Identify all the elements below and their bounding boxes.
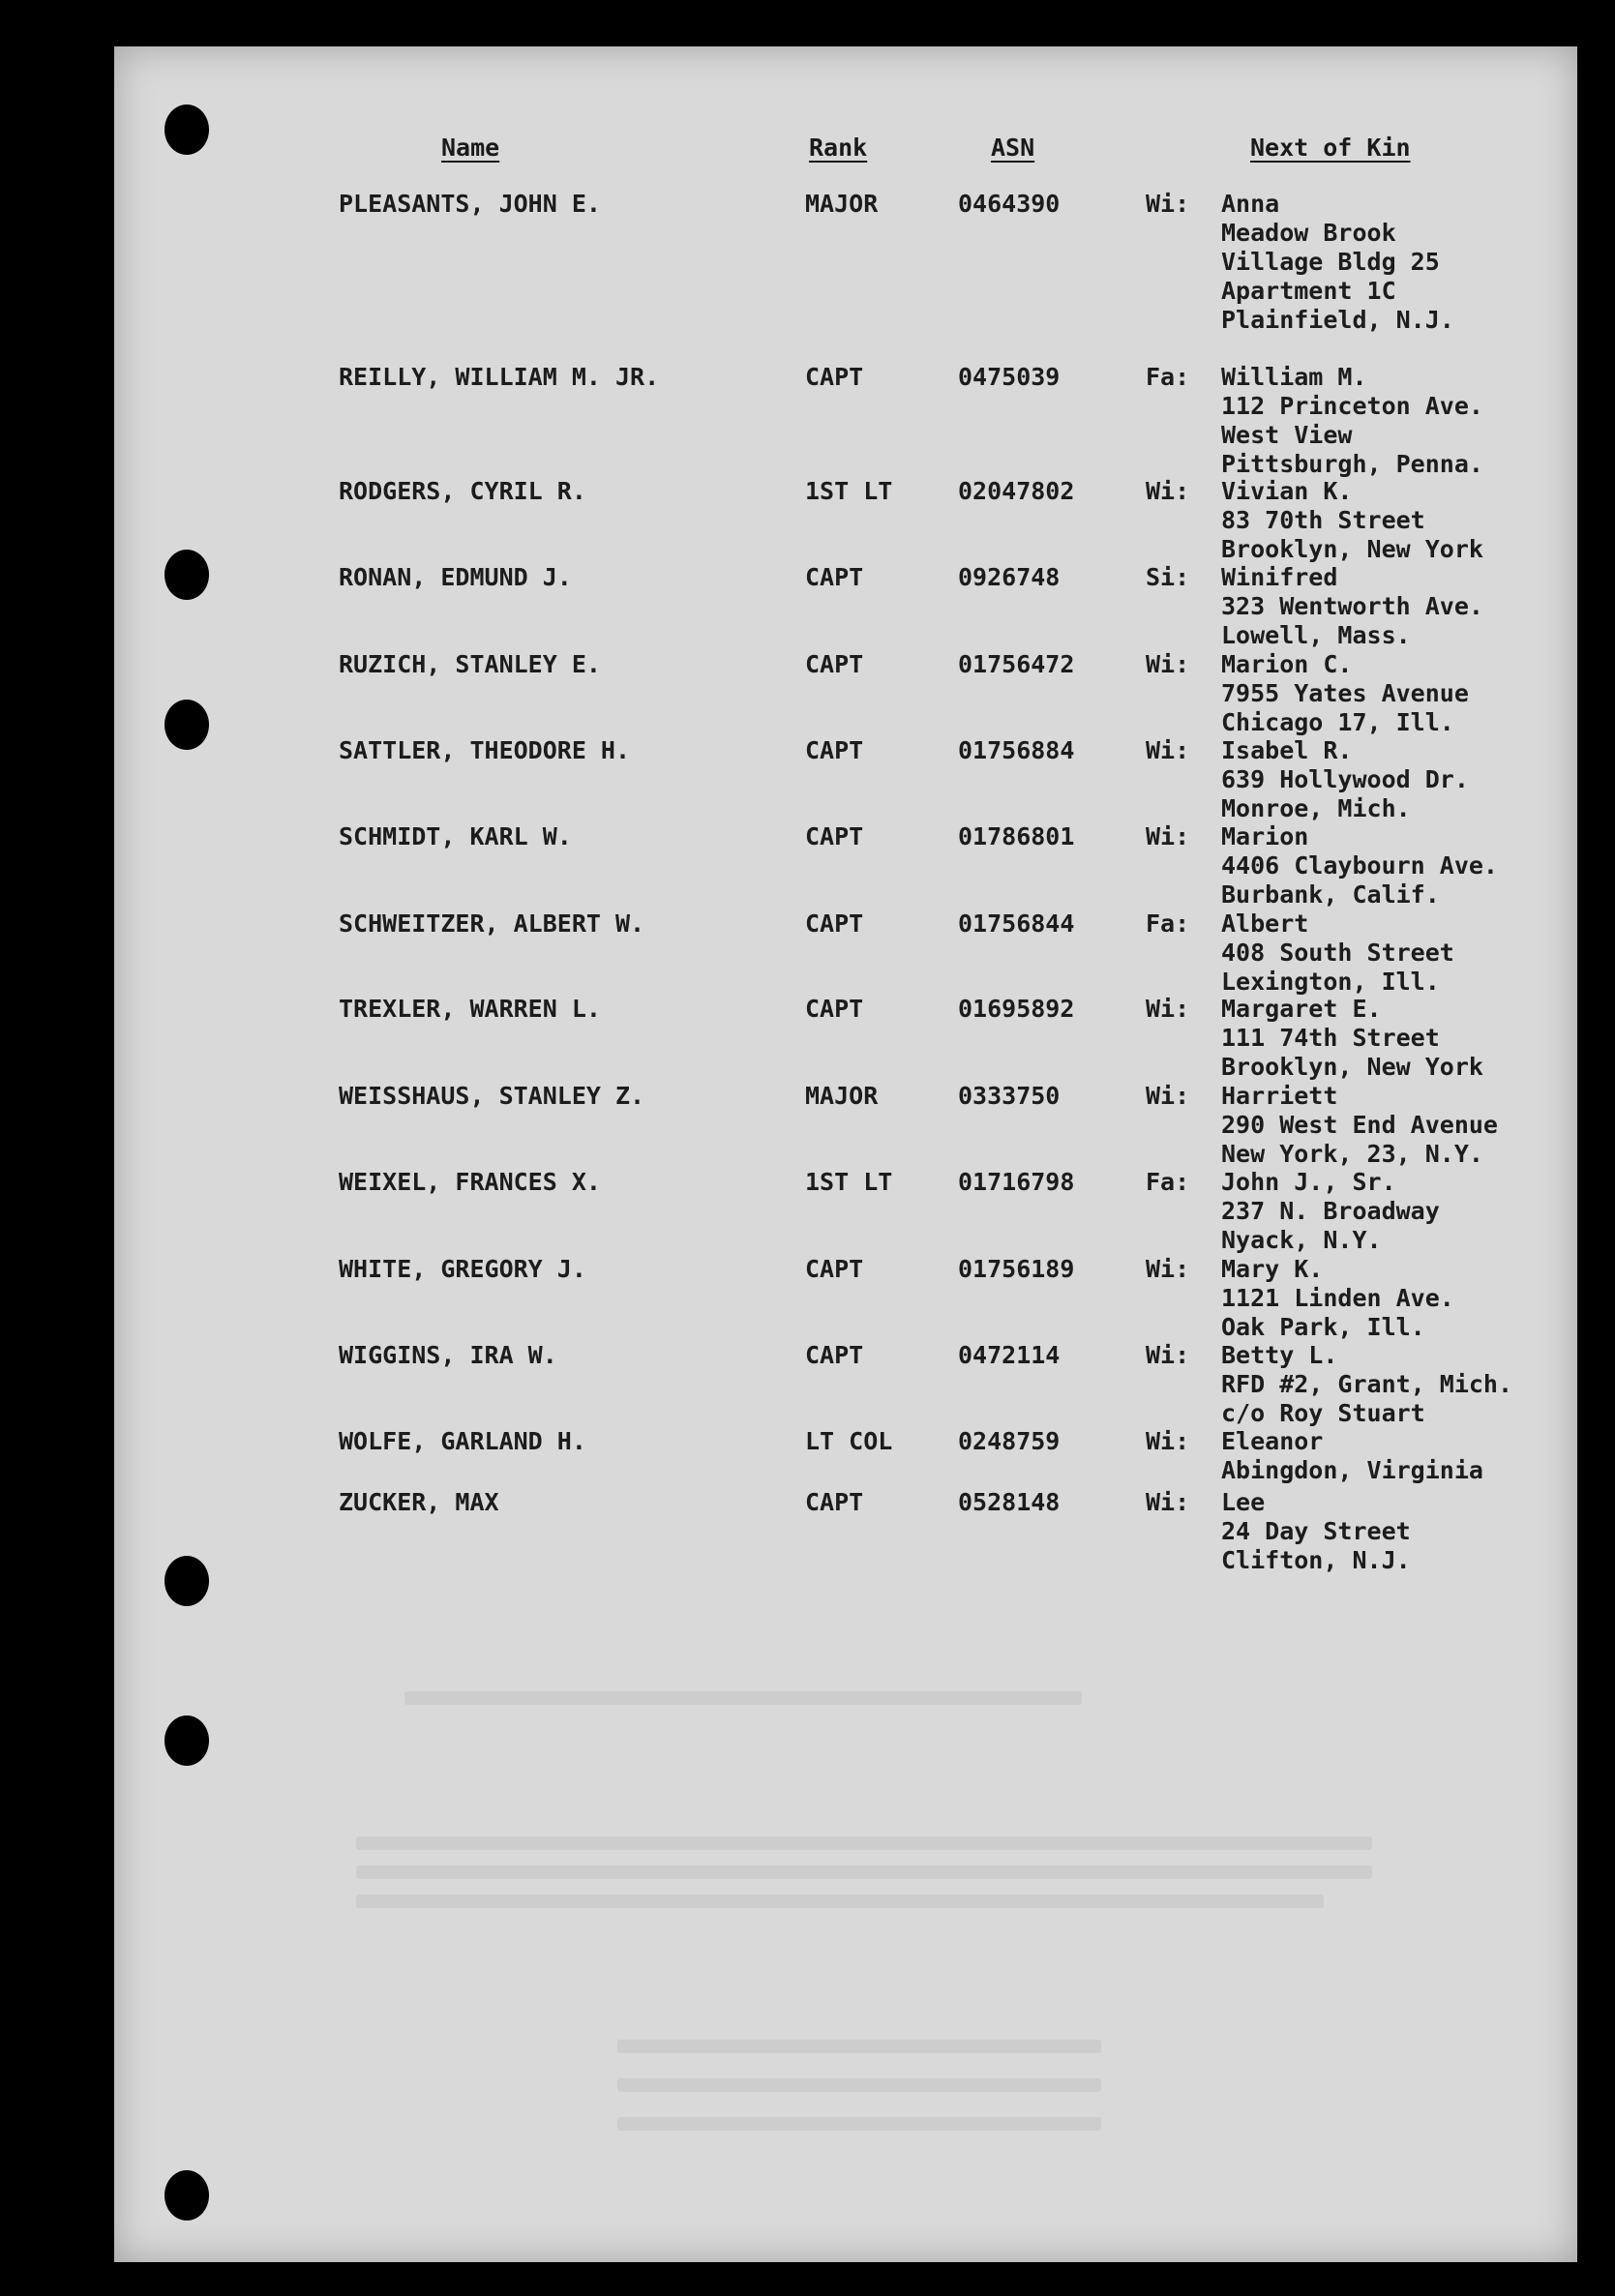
bleed-through	[356, 1865, 1372, 1879]
officer-name: WIGGINS, IRA W.	[339, 1341, 557, 1369]
bleed-through	[617, 2117, 1101, 2131]
kin-relation: Wi:	[1146, 650, 1190, 678]
next-of-kin-line: 111 74th Street	[1221, 1024, 1440, 1052]
next-of-kin	[1221, 822, 1498, 909]
next-of-kin	[1221, 1255, 1454, 1342]
officer-name: TREXLER, WARREN L.	[339, 995, 601, 1023]
next-of-kin	[1221, 1341, 1512, 1428]
bleed-through	[356, 1836, 1372, 1850]
officer-asn: 0528148	[958, 1488, 1061, 1516]
next-of-kin-line: Meadow Brook	[1221, 219, 1396, 247]
kin-relation: Wi:	[1146, 477, 1190, 505]
officer-rank: CAPT	[805, 650, 864, 678]
officer-rank: CAPT	[805, 563, 864, 591]
officer-asn: 01756884	[958, 736, 1075, 764]
next-of-kin-line: Apartment 1C	[1221, 277, 1396, 305]
kin-relation: Si:	[1146, 563, 1190, 591]
next-of-kin	[1221, 363, 1483, 479]
next-of-kin-line: Albert	[1221, 909, 1309, 938]
officer-asn: 01716798	[958, 1168, 1075, 1196]
next-of-kin-line: 4406 Claybourn Ave.	[1221, 851, 1498, 880]
officer-asn: 01786801	[958, 822, 1075, 850]
next-of-kin-line: Nyack, N.Y.	[1221, 1226, 1382, 1254]
officer-name: WOLFE, GARLAND H.	[339, 1427, 586, 1455]
next-of-kin-line: 83 70th Street	[1221, 506, 1425, 534]
next-of-kin-line: Marion	[1221, 822, 1309, 850]
officer-rank: CAPT	[805, 1341, 864, 1369]
officer-name: RONAN, EDMUND J.	[339, 563, 572, 591]
officer-name: WEISSHAUS, STANLEY Z.	[339, 1082, 645, 1110]
officer-asn: 0248759	[958, 1427, 1061, 1455]
officer-name: SATTLER, THEODORE H.	[339, 736, 631, 764]
officer-rank: CAPT	[805, 822, 864, 850]
next-of-kin	[1221, 477, 1483, 564]
next-of-kin	[1221, 1488, 1411, 1575]
next-of-kin	[1221, 190, 1454, 335]
punch-hole	[164, 550, 209, 600]
next-of-kin-line: Chicago 17, Ill.	[1221, 708, 1454, 736]
bleed-through	[617, 2040, 1101, 2053]
kin-relation: Wi:	[1146, 822, 1190, 850]
officer-asn: 0464390	[958, 190, 1061, 218]
next-of-kin	[1221, 650, 1469, 737]
next-of-kin	[1221, 995, 1483, 1082]
officer-rank: CAPT	[805, 363, 864, 391]
bleed-through	[356, 1894, 1324, 1908]
next-of-kin-line: West View	[1221, 421, 1353, 449]
kin-relation: Wi:	[1146, 736, 1190, 764]
next-of-kin-line: 112 Princeton Ave.	[1221, 392, 1483, 420]
kin-relation: Wi:	[1146, 1488, 1190, 1516]
next-of-kin-line: Lee	[1221, 1488, 1266, 1516]
header-rank: Rank	[809, 134, 868, 162]
next-of-kin-line: RFD #2, Grant, Mich.	[1221, 1370, 1513, 1398]
officer-asn: 01756844	[958, 909, 1075, 938]
bleed-through	[404, 1691, 1082, 1705]
next-of-kin-line: 7955 Yates Avenue	[1221, 679, 1469, 707]
next-of-kin-line: Mary K.	[1221, 1255, 1324, 1283]
kin-relation: Fa:	[1146, 363, 1190, 391]
officer-name: PLEASANTS, JOHN E.	[339, 190, 601, 218]
next-of-kin-line: William M.	[1221, 363, 1367, 391]
bleed-through	[617, 2078, 1101, 2092]
header-name: Name	[441, 134, 500, 162]
kin-relation: Fa:	[1146, 1168, 1190, 1196]
kin-relation: Fa:	[1146, 909, 1190, 938]
next-of-kin-line: Burbank, Calif.	[1221, 880, 1440, 909]
next-of-kin-line: Monroe, Mich.	[1221, 794, 1411, 822]
officer-rank: CAPT	[805, 1255, 864, 1283]
officer-rank: MAJOR	[805, 1082, 879, 1110]
officer-asn: 01756189	[958, 1255, 1075, 1283]
officer-name: SCHMIDT, KARL W.	[339, 822, 572, 850]
next-of-kin	[1221, 1168, 1440, 1255]
next-of-kin-line: Lowell, Mass.	[1221, 621, 1411, 649]
next-of-kin-line: 237 N. Broadway	[1221, 1197, 1440, 1225]
punch-hole	[164, 2170, 209, 2221]
next-of-kin-line: Marion C.	[1221, 650, 1353, 678]
kin-relation: Wi:	[1146, 1341, 1190, 1369]
officer-rank: 1ST LT	[805, 1168, 893, 1196]
punch-hole	[164, 104, 209, 155]
officer-name: RUZICH, STANLEY E.	[339, 650, 601, 678]
next-of-kin-line: 639 Hollywood Dr.	[1221, 765, 1469, 793]
officer-rank: LT COL	[805, 1427, 893, 1455]
officer-name: WEIXEL, FRANCES X.	[339, 1168, 601, 1196]
officer-rank: CAPT	[805, 909, 864, 938]
kin-relation: Wi:	[1146, 995, 1190, 1023]
next-of-kin-line: Oak Park, Ill.	[1221, 1313, 1425, 1341]
officer-asn: 01695892	[958, 995, 1075, 1023]
kin-relation: Wi:	[1146, 1427, 1190, 1455]
officer-rank: 1ST LT	[805, 477, 893, 505]
officer-rank: MAJOR	[805, 190, 879, 218]
officer-rank: CAPT	[805, 1488, 864, 1516]
next-of-kin-line: Brooklyn, New York	[1221, 535, 1483, 563]
next-of-kin-line: Vivian K.	[1221, 477, 1353, 505]
next-of-kin-line: Brooklyn, New York	[1221, 1053, 1483, 1081]
next-of-kin-line: Abingdon, Virginia	[1221, 1456, 1483, 1484]
officer-name: REILLY, WILLIAM M. JR.	[339, 363, 660, 391]
next-of-kin-line: Lexington, Ill.	[1221, 968, 1440, 996]
next-of-kin-line: Village Bldg 25	[1221, 248, 1440, 276]
punch-hole	[164, 1556, 209, 1606]
officer-name: SCHWEITZER, ALBERT W.	[339, 909, 645, 938]
next-of-kin-line: 24 Day Street	[1221, 1517, 1411, 1545]
officer-name: WHITE, GREGORY J.	[339, 1255, 586, 1283]
officer-asn: 0333750	[958, 1082, 1061, 1110]
next-of-kin-line: Plainfield, N.J.	[1221, 306, 1454, 334]
kin-relation: Wi:	[1146, 1082, 1190, 1110]
officer-asn: 0475039	[958, 363, 1061, 391]
next-of-kin-line: New York, 23, N.Y.	[1221, 1140, 1483, 1168]
next-of-kin-line: John J., Sr.	[1221, 1168, 1396, 1196]
next-of-kin-line: Betty L.	[1221, 1341, 1338, 1369]
next-of-kin-line: Margaret E.	[1221, 995, 1382, 1023]
next-of-kin-line: 1121 Linden Ave.	[1221, 1284, 1454, 1312]
next-of-kin	[1221, 1427, 1483, 1485]
officer-rank: CAPT	[805, 736, 864, 764]
next-of-kin-line: Anna	[1221, 190, 1280, 218]
next-of-kin-line: 408 South Street	[1221, 939, 1454, 967]
header-next-of-kin: Next of Kin	[1250, 134, 1411, 162]
officer-asn: 02047802	[958, 477, 1075, 505]
officer-name: RODGERS, CYRIL R.	[339, 477, 586, 505]
next-of-kin-line: Pittsburgh, Penna.	[1221, 450, 1483, 478]
next-of-kin-line: Winifred	[1221, 563, 1338, 591]
next-of-kin-line: Eleanor	[1221, 1427, 1324, 1455]
next-of-kin	[1221, 736, 1469, 823]
officer-asn: 0472114	[958, 1341, 1061, 1369]
punch-hole	[164, 700, 209, 750]
officer-asn: 01756472	[958, 650, 1075, 678]
next-of-kin-line: c/o Roy Stuart	[1221, 1399, 1425, 1427]
kin-relation: Wi:	[1146, 190, 1190, 218]
next-of-kin-line: 323 Wentworth Ave.	[1221, 592, 1483, 620]
punch-hole	[164, 1715, 209, 1766]
officer-asn: 0926748	[958, 563, 1061, 591]
next-of-kin	[1221, 563, 1483, 650]
next-of-kin	[1221, 1082, 1498, 1169]
kin-relation: Wi:	[1146, 1255, 1190, 1283]
officer-name: ZUCKER, MAX	[339, 1488, 499, 1516]
next-of-kin-line: 290 West End Avenue	[1221, 1111, 1498, 1139]
next-of-kin-line: Clifton, N.J.	[1221, 1546, 1411, 1574]
header-asn: ASN	[991, 134, 1035, 162]
next-of-kin-line: Harriett	[1221, 1082, 1338, 1110]
officer-rank: CAPT	[805, 995, 864, 1023]
next-of-kin	[1221, 909, 1454, 997]
next-of-kin-line: Isabel R.	[1221, 736, 1353, 764]
